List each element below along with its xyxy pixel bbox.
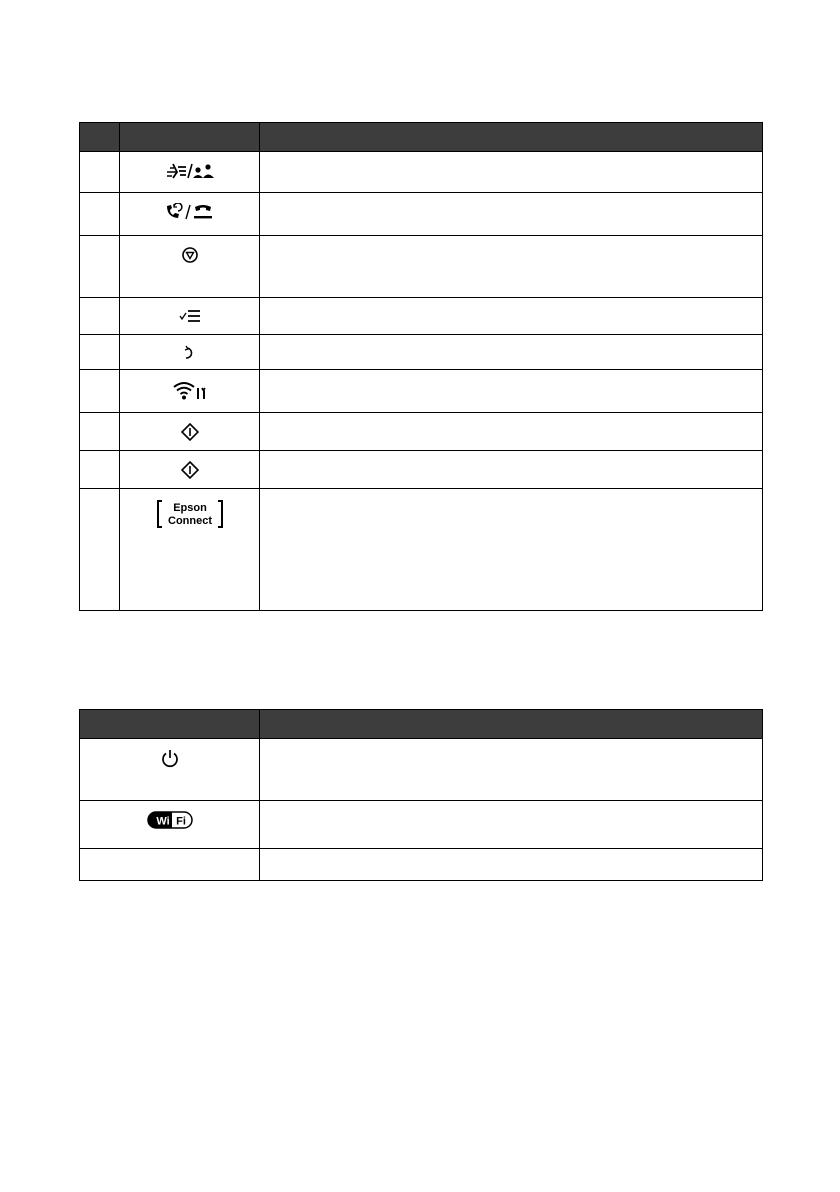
power-icon bbox=[160, 749, 180, 769]
job-status-icon bbox=[179, 308, 201, 324]
row-number bbox=[80, 298, 120, 335]
wifi-icon bbox=[147, 811, 193, 829]
row-description bbox=[260, 801, 763, 849]
row-icon-cell bbox=[120, 335, 260, 370]
wifi-setup-icon bbox=[172, 380, 208, 400]
row-icon-cell bbox=[120, 489, 260, 611]
wifi-text-wi: Wi bbox=[155, 815, 170, 828]
table-row bbox=[80, 152, 763, 193]
table-header-row bbox=[80, 710, 763, 739]
row-icon-cell bbox=[80, 801, 260, 849]
table-row bbox=[80, 335, 763, 370]
header-description bbox=[260, 710, 763, 739]
row-number bbox=[80, 193, 120, 236]
table-row bbox=[80, 489, 763, 611]
epson-connect-line2: Connect bbox=[167, 515, 212, 527]
epson-connect-icon bbox=[156, 499, 224, 529]
row-description bbox=[260, 152, 763, 193]
table-row bbox=[80, 413, 763, 451]
row-icon-cell bbox=[80, 739, 260, 801]
row-description bbox=[260, 370, 763, 413]
redial-hook-icon bbox=[164, 203, 216, 221]
row-icon-cell bbox=[120, 152, 260, 193]
row-number bbox=[80, 451, 120, 489]
row-description bbox=[260, 335, 763, 370]
lights-table bbox=[79, 709, 763, 881]
row-description bbox=[260, 236, 763, 298]
table-row bbox=[80, 236, 763, 298]
table-row bbox=[80, 739, 763, 801]
row-description bbox=[260, 489, 763, 611]
header-number bbox=[80, 123, 120, 152]
row-description bbox=[260, 849, 763, 881]
table-row bbox=[80, 193, 763, 236]
row-description bbox=[260, 739, 763, 801]
wifi-text-fi: Fi bbox=[175, 815, 186, 828]
start-icon bbox=[181, 461, 199, 479]
row-icon-cell bbox=[120, 193, 260, 236]
row-label bbox=[80, 849, 260, 881]
header-button bbox=[120, 123, 260, 152]
row-number bbox=[80, 152, 120, 193]
table-row bbox=[80, 370, 763, 413]
header-light bbox=[80, 710, 260, 739]
table-row bbox=[80, 849, 763, 881]
row-number bbox=[80, 370, 120, 413]
row-icon-cell bbox=[120, 451, 260, 489]
row-icon-cell bbox=[120, 298, 260, 335]
fax-contacts-icon bbox=[164, 162, 216, 180]
buttons-table bbox=[79, 122, 763, 611]
row-icon-cell bbox=[120, 370, 260, 413]
table-header-row bbox=[80, 123, 763, 152]
row-description bbox=[260, 193, 763, 236]
row-icon-cell bbox=[120, 413, 260, 451]
table-row bbox=[80, 298, 763, 335]
row-icon-cell bbox=[120, 236, 260, 298]
row-description bbox=[260, 451, 763, 489]
row-number bbox=[80, 489, 120, 611]
row-number bbox=[80, 236, 120, 298]
table-row bbox=[80, 801, 763, 849]
row-number bbox=[80, 413, 120, 451]
row-number bbox=[80, 335, 120, 370]
epson-connect-line1: Epson bbox=[172, 502, 207, 514]
stop-icon bbox=[181, 246, 199, 264]
table-row bbox=[80, 451, 763, 489]
row-description bbox=[260, 413, 763, 451]
start-icon bbox=[181, 423, 199, 441]
back-icon bbox=[183, 345, 197, 361]
row-description bbox=[260, 298, 763, 335]
header-description bbox=[260, 123, 763, 152]
